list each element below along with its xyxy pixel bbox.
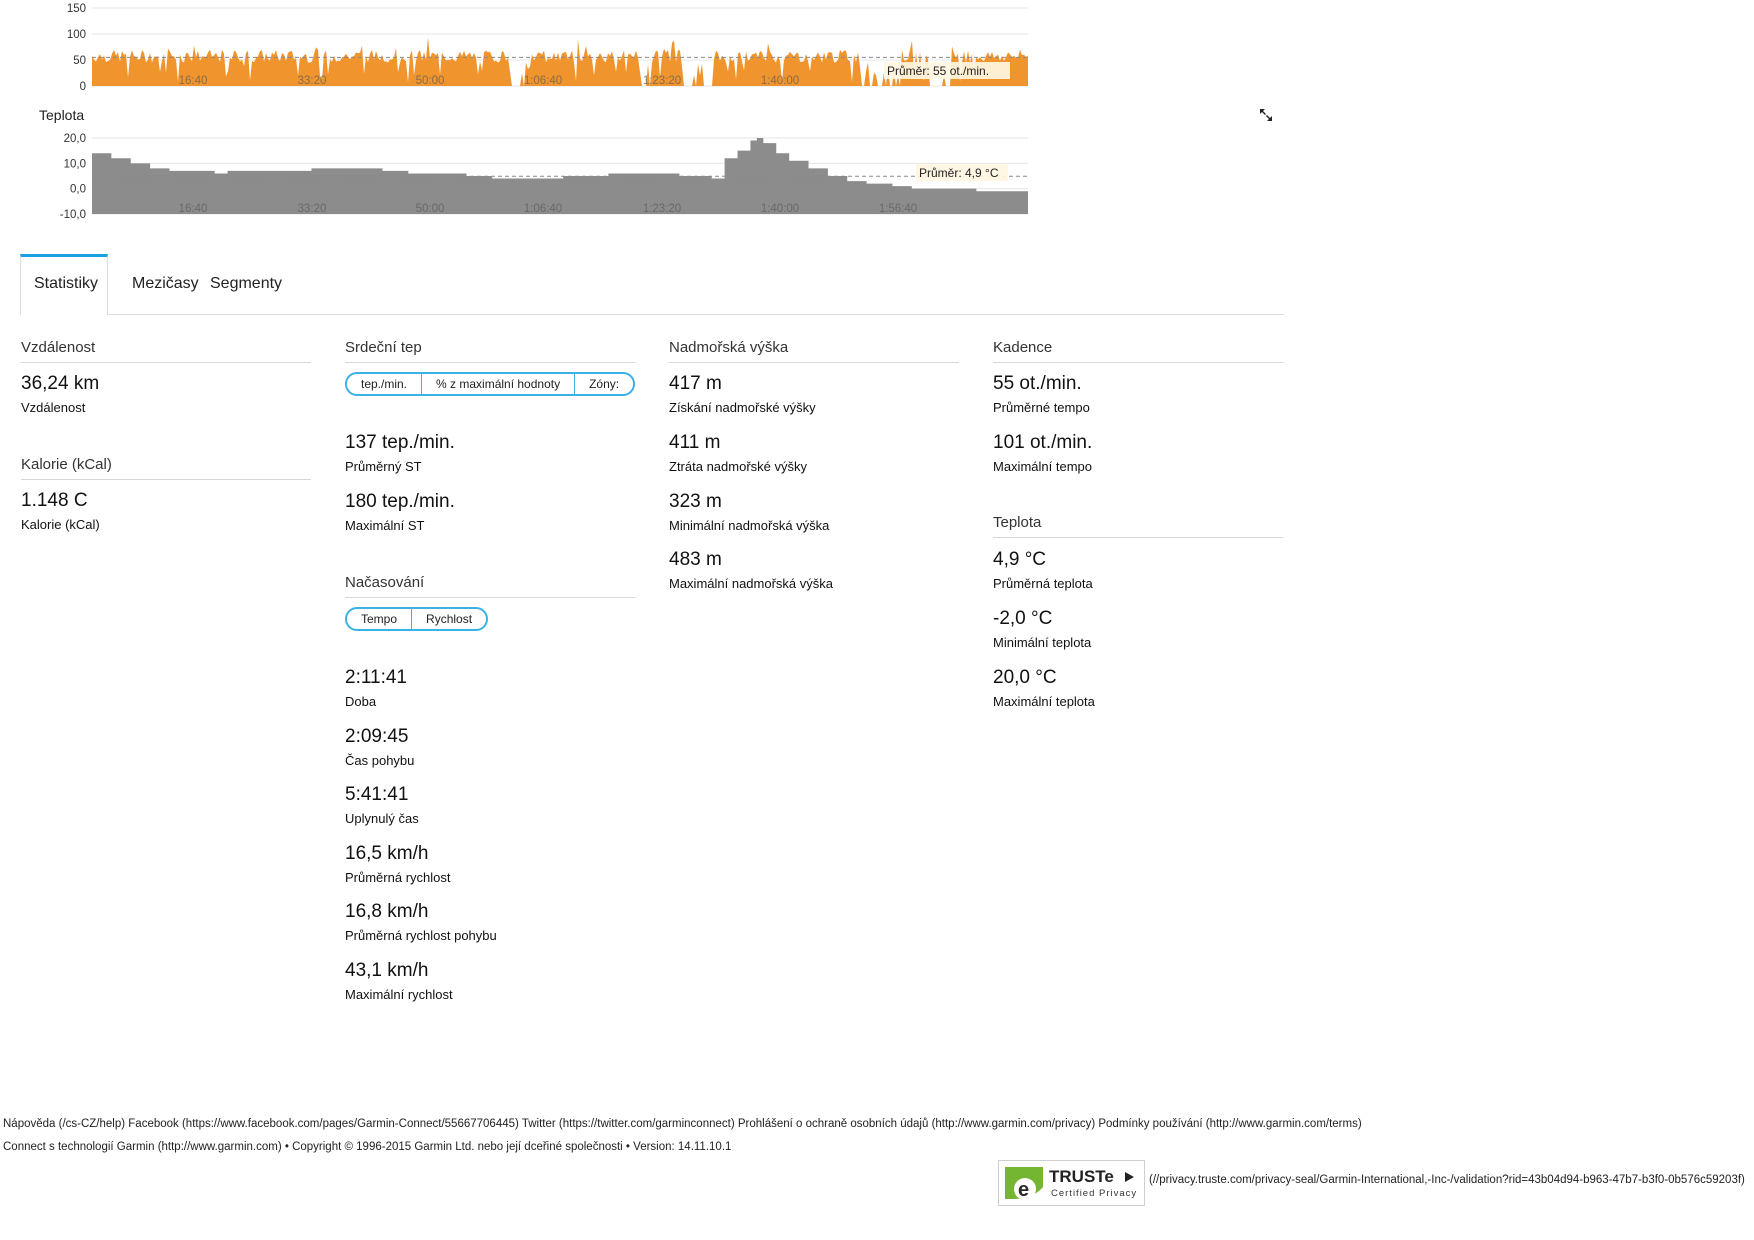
toggle-bpm[interactable]: tep./min. (347, 374, 422, 394)
max-temp-label: Maximální teplota (993, 694, 1095, 709)
heart-rate-unit-toggle (345, 372, 635, 396)
elapsed-time-label: Uplynulý čas (345, 811, 419, 826)
play-triangle-icon (1125, 1172, 1134, 1182)
x-tick-label: 16:40 (178, 203, 208, 215)
avg-cadence-label: Průměrné tempo (993, 400, 1090, 415)
y-tick-label: 0,0 (70, 183, 86, 196)
distance-title: Vzdálenost (21, 339, 311, 363)
expand-icon[interactable] (1259, 108, 1273, 122)
x-tick-label: 1:06:40 (523, 203, 563, 215)
truste-subtitle: Certified Privacy (1051, 1188, 1138, 1199)
y-tick-label: 0 (79, 81, 86, 92)
avg-temp-label: Průměrná teplota (993, 576, 1093, 591)
calories-value: 1.148 C (21, 490, 88, 511)
y-tick-label: 50 (73, 55, 86, 67)
elev-min-label: Minimální nadmořská výška (669, 518, 830, 533)
x-tick-label: 16:40 (178, 75, 208, 87)
avg-moving-speed-value: 16,8 km/h (345, 901, 429, 922)
elev-gain-label: Získání nadmořské výšky (669, 400, 816, 415)
max-speed-value: 43,1 km/h (345, 960, 429, 981)
x-tick-label: 50:00 (415, 203, 445, 215)
y-tick-label: -10,0 (59, 209, 86, 220)
x-tick-label: 1:40:00 (760, 75, 800, 87)
truste-brand: TRUSTe (1049, 1167, 1114, 1186)
moving-time-value: 2:09:45 (345, 726, 409, 747)
truste-seal[interactable] (998, 1160, 1145, 1206)
tab-statistiky[interactable]: Statistiky (20, 254, 108, 315)
avg-speed-value: 16,5 km/h (345, 843, 429, 864)
avg-hr-label: Průměrný ST (345, 459, 422, 474)
y-tick-label: 150 (66, 3, 86, 15)
min-temp-label: Minimální teplota (993, 635, 1092, 650)
max-cadence-value: 101 ot./min. (993, 432, 1093, 453)
temperature-title: Teplota (993, 514, 1283, 538)
elapsed-time-value: 5:41:41 (345, 784, 409, 805)
x-tick-label: 33:20 (297, 75, 327, 87)
timing-mode-toggle (345, 607, 488, 631)
toggle-zones[interactable]: Zóny: (589, 377, 620, 391)
toggle-pace[interactable]: Tempo (347, 609, 412, 629)
temperature-chart[interactable] (0, 124, 1040, 220)
elev-min-value: 323 m (669, 491, 722, 512)
cadence-title: Kadence (993, 339, 1283, 363)
x-tick-label: 33:20 (297, 203, 327, 215)
x-tick-label: 1:23:20 (642, 75, 682, 87)
timing-title: Načasování (345, 574, 635, 598)
max-temp-value: 20,0 °C (993, 667, 1057, 688)
avg-speed-label: Průměrná rychlost (345, 870, 451, 885)
calories-label: Kalorie (kCal) (21, 517, 100, 532)
x-tick-label: 1:06:40 (523, 75, 563, 87)
max-speed-label: Maximální rychlost (345, 987, 453, 1002)
y-tick-label: 10,0 (63, 158, 86, 171)
truste-url[interactable]: (//privacy.truste.com/privacy-seal/Garmin-International,-Inc-/validation?rid=43b04d94-b963-47b7-b3f0-0b576c59203f) (1149, 1174, 1745, 1186)
average-label: Průměr: 55 ot./min. (887, 64, 990, 78)
y-tick-label: 20,0 (63, 133, 86, 145)
average-label: Průměr: 4,9 °C (919, 166, 999, 180)
elevation-title: Nadmořská výška (669, 339, 959, 363)
truste-logo-icon (1003, 1165, 1047, 1201)
duration-label: Doba (345, 694, 377, 709)
elev-max-label: Maximální nadmořská výška (669, 576, 833, 591)
min-temp-value: -2,0 °C (993, 608, 1053, 629)
tab-segmenty[interactable]: Segmenty (210, 275, 283, 292)
footer-links[interactable]: Nápověda (/cs-CZ/help) Facebook (https://www.facebook.com/pages/Garmin-Connect/55667706445) Twitter (https://twitter.com/garminconnect) Prohlášení o ochraně osobních údajů (http://www.garmin.com/privacy) Podmínky používání (http://www.garmin.com/terms) (3, 1118, 1362, 1130)
heart-rate-title: Srdeční tep (345, 339, 635, 363)
x-tick-label: 1:40:00 (760, 203, 800, 215)
stats-tabs (20, 254, 1284, 315)
moving-time-label: Čas pohybu (345, 753, 415, 768)
temperature-chart-title: Teplota (39, 107, 85, 123)
elev-loss-value: 411 m (669, 432, 721, 453)
svg-text:e: e (1018, 1179, 1030, 1201)
toggle-speed[interactable]: Rychlost (426, 612, 473, 626)
max-hr-value: 180 tep./min. (345, 491, 455, 512)
distance-label: Vzdálenost (21, 400, 86, 415)
elev-loss-label: Ztráta nadmořské výšky (669, 459, 807, 474)
footer-copyright: Connect s technologií Garmin (http://www.garmin.com) • Copyright © 1996-2015 Garmin Ltd. nebo její dceřiné společnosti • Version: 14.11.10.1 (3, 1141, 732, 1153)
toggle-percent-max[interactable]: % z maximální hodnoty (422, 374, 575, 394)
avg-moving-speed-label: Průměrná rychlost pohybu (345, 928, 497, 943)
distance-value: 36,24 km (21, 373, 100, 394)
avg-temp-value: 4,9 °C (993, 549, 1047, 570)
tab-mezicasy[interactable]: Mezičasy (132, 275, 199, 292)
elev-max-value: 483 m (669, 549, 722, 570)
avg-cadence-value: 55 ot./min. (993, 373, 1082, 394)
x-tick-label: 1:23:20 (642, 203, 682, 215)
x-tick-label: 50:00 (415, 75, 445, 87)
calories-title: Kalorie (kCal) (21, 456, 311, 480)
max-cadence-label: Maximální tempo (993, 459, 1092, 474)
avg-hr-value: 137 tep./min. (345, 432, 455, 453)
y-tick-label: 100 (66, 29, 86, 41)
x-tick-label: 1:56:40 (878, 203, 918, 215)
duration-value: 2:11:41 (345, 667, 407, 688)
max-hr-label: Maximální ST (345, 518, 425, 533)
cadence-chart[interactable] (0, 0, 1040, 92)
elev-gain-value: 417 m (669, 373, 722, 394)
